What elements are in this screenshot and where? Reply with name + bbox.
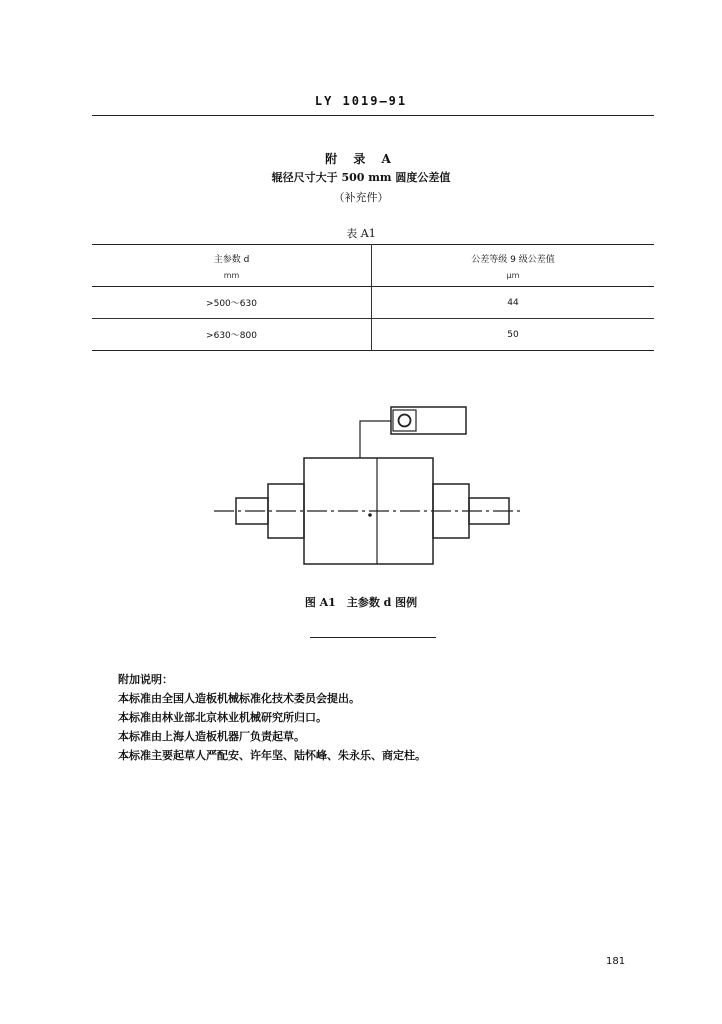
table-cell-range: >500～630 <box>92 287 372 319</box>
appendix-note: （补充件） <box>333 191 389 204</box>
dial-window <box>393 410 416 431</box>
additional-notes <box>118 670 426 765</box>
table-row <box>92 319 654 351</box>
page-number: 181 <box>606 956 626 967</box>
table-row <box>92 287 654 319</box>
table-caption: 表 A1 <box>346 227 376 240</box>
table-cell-value: 50 <box>507 329 519 340</box>
column-header-unit: mm <box>223 270 240 280</box>
indicator-stem <box>360 421 391 458</box>
note-line: 本标准由全国人造板机械标准化技术委员会提出。 <box>118 692 360 705</box>
document-code: LY 1019—91 <box>314 94 408 108</box>
notes-heading: 附加说明： <box>118 673 173 686</box>
note-line: 本标准主要起草人严配安、许年坚、陆怀峰、朱永乐、商定柱。 <box>118 749 426 762</box>
roller-figure <box>0 390 722 580</box>
dial-indicator <box>391 407 466 434</box>
table-cell-value: 44 <box>507 297 519 308</box>
diameter-mark <box>368 513 372 517</box>
note-line: 本标准由林业部北京林业机械研究所归口。 <box>118 711 327 724</box>
appendix-subtitle: 辊径尺寸大于 500 mm 圆度公差值 <box>271 171 451 184</box>
column-header-tolerance <box>372 245 655 287</box>
table-header-row <box>92 245 654 287</box>
header-rule <box>92 115 654 116</box>
separator-rule <box>310 637 436 638</box>
column-header-unit: μm <box>506 270 520 280</box>
column-header-label: 主参数 d <box>213 254 250 265</box>
figure-caption: 图 A1 主参数 d 图例 <box>304 596 418 609</box>
tolerance-table <box>92 244 654 351</box>
appendix-title: 附 录 A <box>325 152 397 166</box>
table-cell-range: >630～800 <box>92 319 372 351</box>
column-header-label: 公差等级 9 级公差值 <box>471 254 555 265</box>
note-line: 本标准由上海人造板机器厂负责起草。 <box>118 730 305 743</box>
column-header-parameter <box>92 245 372 287</box>
gauge-icon <box>399 415 411 427</box>
